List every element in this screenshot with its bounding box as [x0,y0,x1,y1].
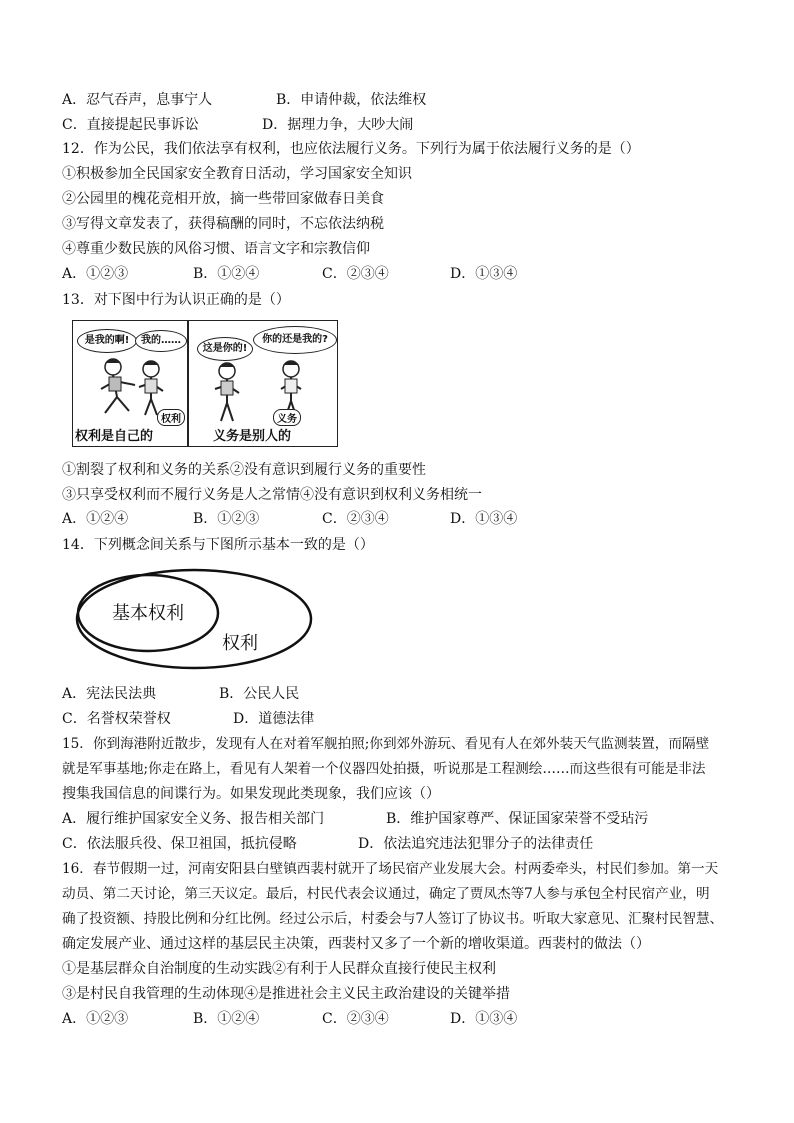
q16-option-b[interactable]: B．①②④ [193,1011,260,1027]
q16-line-4: 确定发展产业、通过这样的基层民主决策，西裴村又多了一个新的增收渠道。西裴村的做法（） [62,936,650,952]
right-speech-bubble-1: 这是你的! [197,337,253,361]
q13-option-a[interactable]: A．①②④ [62,511,129,527]
q13-option-c[interactable]: C．②③④ [322,511,389,527]
q15-option-a[interactable]: A．履行维护国家安全义务、报告相关部门 [62,811,325,827]
left-caption: 权利是自己的 [75,429,154,444]
q12-item-4: ④尊重少数民族的风俗习惯、语言文字和宗教信仰 [62,241,370,257]
q12-item-2: ②公园里的槐花竞相开放，摘一些带回家做春日美食 [62,191,384,207]
q11-option-d[interactable]: D．据理力争，大吵大闹 [262,117,414,133]
q16-item-2: ③是村民自我管理的生动体现④是推进社会主义民主政治建设的关键举措 [62,986,510,1002]
q12-item-3: ③写得文章发表了，获得稿酬的同时，不忘依法纳税 [62,216,384,232]
q16-line-2: 动员、第二天讨论，第三天议定。最后，村民代表会议通过，确定了贾凤杰等7人参与承包全村民宿产业，明 [62,886,710,902]
q16-option-d[interactable]: D．①③④ [450,1011,518,1027]
outer-ellipse-label: 权利 [222,633,258,654]
q11-option-b[interactable]: B．申请仲裁，依法维权 [276,92,427,108]
q12-option-a[interactable]: A．①②③ [62,266,129,282]
q12-option-b[interactable]: B．①②④ [193,266,260,282]
ellipse-shapes [74,567,314,671]
q13-option-d[interactable]: D．①③④ [450,511,518,527]
right-speech-bubble-2: 你的还是我的? [253,326,337,354]
left-speech-bubble-2: 我的…… [135,330,187,352]
rights-ellipse-diagram [74,567,314,671]
q12-stem: 12．作为公民，我们依法享有权利，也应依法履行义务。下列行为属于依法履行义务的是（） [62,141,640,157]
q14-option-c[interactable]: C．名誉权荣誉权 [62,711,171,727]
q16-option-a[interactable]: A．①②③ [62,1011,129,1027]
q12-item-1: ①积极参加全民国家安全教育日活动，学习国家安全知识 [62,166,412,182]
right-figures-drawing [199,359,329,425]
q16-line-1: 16．春节假期一过，河南安阳县白壁镇西裴村就开了场民宿产业发展大会。村两委牵头，村民们参加。第一天 [62,861,719,877]
left-speech-bubble-1: 是我的啊! [77,329,137,353]
q13-option-b[interactable]: B．①②③ [193,511,260,527]
q11-option-c[interactable]: C．直接提起民事诉讼 [62,117,199,133]
q16-item-1: ①是基层群众自治制度的生动实践②有利于人民群众直接行使民主权利 [62,961,496,977]
q14-option-d[interactable]: D．道德法律 [233,711,315,727]
q11-option-a[interactable]: A．忍气吞声，息事宁人 [62,92,213,108]
q13-stem: 13．对下图中行为认识正确的是（） [62,292,290,308]
q15-line-1: 15．你到海港附近散步，发现有人在对着军舰拍照;你到郊外游玩、看见有人在郊外装天气监测装置，而隔壁 [62,736,710,752]
q15-line-3: 搜集我国信息的间谍行为。如果发现此类现象，我们应该（） [62,786,440,802]
q13-item-1: ①割裂了权利和义务的关系②没有意识到履行义务的重要性 [62,462,426,478]
q15-option-d[interactable]: D．依法追究违法犯罪分子的法律责任 [358,836,594,852]
cartoon-divider [187,321,189,446]
q14-stem: 14．下列概念间关系与下图所示基本一致的是（） [62,537,374,553]
q15-option-c[interactable]: C．依法服兵役、保卫祖国，抵抗侵略 [62,836,297,852]
q14-option-a[interactable]: A．宪法民法典 [62,686,157,702]
q16-option-c[interactable]: C．②③④ [322,1011,389,1027]
q13-item-2: ③只享受权利而不履行义务是人之常情④没有意识到权利义务相统一 [62,487,482,503]
q15-option-b[interactable]: B．维护国家尊严、保证国家荣誉不受玷污 [386,811,649,827]
q15-line-2: 就是军事基地;你走在路上，看见有人架着一个仪器四处拍摄，听说那是工程测绘……而这些很有可能是非法 [62,761,706,777]
rights-duties-cartoon [72,320,338,447]
right-duties-tag: 义务 [273,409,301,426]
q12-option-c[interactable]: C．②③④ [322,266,389,282]
inner-ellipse-label: 基本权利 [112,603,184,624]
right-caption: 义务是别人的 [213,429,292,444]
q14-option-b[interactable]: B．公民人民 [219,686,300,702]
left-rights-tag: 权利 [157,409,185,426]
q12-option-d[interactable]: D．①③④ [450,266,518,282]
q16-line-3: 确了投资额、持股比例和分红比例。经过公示后，村委会与7人签订了协议书。听取大家意见、汇聚村民智慧、 [62,911,724,927]
